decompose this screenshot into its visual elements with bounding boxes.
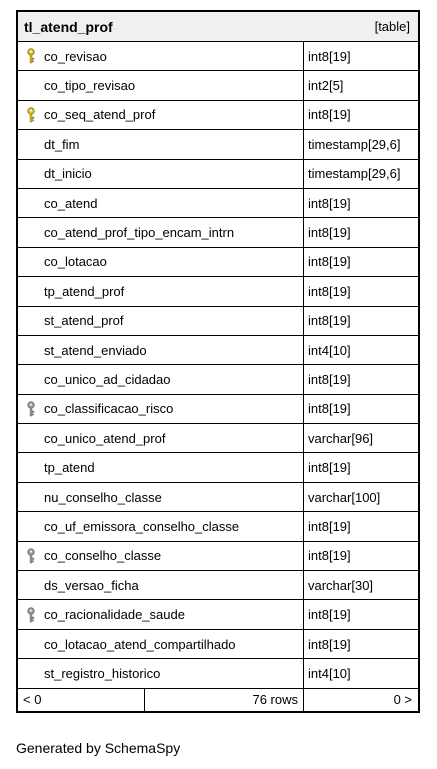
column-row[interactable] xyxy=(18,307,418,336)
column-type: int4[10] xyxy=(308,665,351,681)
column-name: tp_atend_prof xyxy=(44,283,125,299)
table-kind-label: [table] xyxy=(374,19,410,34)
column-name-cell xyxy=(18,395,304,423)
children-count[interactable]: 0 > xyxy=(393,692,412,708)
column-name-cell xyxy=(18,130,304,158)
column-name-cell xyxy=(18,659,304,687)
column-name-cell xyxy=(18,512,304,540)
column-name-cell xyxy=(18,307,304,335)
column-name: st_atend_enviado xyxy=(44,342,147,358)
column-name-cell xyxy=(18,424,304,452)
column-name: co_atend xyxy=(44,195,98,211)
column-type: timestamp[29,6] xyxy=(308,166,401,182)
column-row[interactable] xyxy=(18,71,418,100)
column-row[interactable] xyxy=(18,542,418,571)
column-name: co_lotacao xyxy=(44,254,107,270)
parents-count[interactable]: < 0 xyxy=(18,689,145,711)
column-name: co_classificacao_risco xyxy=(44,401,174,417)
row-count: 76 rows xyxy=(145,689,304,711)
column-name: co_conselho_classe xyxy=(44,548,162,564)
column-row[interactable] xyxy=(18,424,418,453)
column-row[interactable] xyxy=(18,659,418,688)
column-name-cell xyxy=(18,71,304,99)
column-name-cell xyxy=(18,365,304,393)
primary-key-icon xyxy=(26,107,36,123)
column-name: co_tipo_revisao xyxy=(44,78,136,94)
column-type: int8[19] xyxy=(308,401,351,417)
column-type: int8[19] xyxy=(308,607,351,623)
column-type: int8[19] xyxy=(308,518,351,534)
column-type: int2[5] xyxy=(308,78,344,94)
column-row[interactable] xyxy=(18,365,418,394)
column-name: co_uf_emissora_conselho_classe xyxy=(44,518,240,534)
column-type: varchar[30] xyxy=(308,577,374,593)
column-name: co_atend_prof_tipo_encam_intrn xyxy=(44,225,235,241)
column-name-cell xyxy=(18,248,304,276)
column-row[interactable] xyxy=(18,600,418,629)
column-row[interactable] xyxy=(18,630,418,659)
generated-by-text: Generated by SchemaSpy xyxy=(16,740,181,756)
column-name-cell xyxy=(18,160,304,188)
column-type: varchar[100] xyxy=(308,489,381,505)
column-type: int8[19] xyxy=(308,107,351,123)
column-type: int8[19] xyxy=(308,460,351,476)
column-name: st_atend_prof xyxy=(44,313,124,329)
column-name-cell xyxy=(18,630,304,658)
column-row[interactable] xyxy=(18,395,418,424)
column-name-cell xyxy=(18,101,304,129)
column-row[interactable] xyxy=(18,130,418,159)
column-name-cell xyxy=(18,542,304,570)
column-name: co_lotacao_atend_compartilhado xyxy=(44,636,236,652)
column-row[interactable] xyxy=(18,453,418,482)
column-name: dt_fim xyxy=(44,136,80,152)
column-name-cell xyxy=(18,600,304,628)
column-name-cell xyxy=(18,571,304,599)
column-row[interactable] xyxy=(18,189,418,218)
column-type: int8[19] xyxy=(308,48,351,64)
column-row[interactable] xyxy=(18,336,418,365)
column-name: co_racionalidade_saude xyxy=(44,607,185,623)
foreign-key-icon xyxy=(26,607,36,623)
column-name: co_revisao xyxy=(44,48,107,64)
column-name: co_unico_atend_prof xyxy=(44,430,166,446)
foreign-key-icon xyxy=(26,548,36,564)
table-footer xyxy=(18,689,418,711)
column-name-cell xyxy=(18,453,304,481)
column-type: int8[19] xyxy=(308,636,351,652)
column-name-cell xyxy=(18,218,304,246)
column-type: int8[19] xyxy=(308,195,351,211)
column-type: int4[10] xyxy=(308,342,351,358)
column-type: int8[19] xyxy=(308,548,351,564)
column-name-cell xyxy=(18,483,304,511)
column-type: timestamp[29,6] xyxy=(308,136,401,152)
column-name: ds_versao_ficha xyxy=(44,577,139,593)
column-name: co_seq_atend_prof xyxy=(44,107,156,123)
column-list xyxy=(18,42,418,689)
column-name: nu_conselho_classe xyxy=(44,489,162,505)
table-title[interactable]: tl_atend_prof xyxy=(24,18,113,35)
column-row[interactable] xyxy=(18,277,418,306)
column-type: int8[19] xyxy=(308,225,351,241)
column-name: co_unico_ad_cidadao xyxy=(44,371,171,387)
column-row[interactable] xyxy=(18,483,418,512)
column-type: int8[19] xyxy=(308,371,351,387)
column-name: tp_atend xyxy=(44,460,95,476)
table-header xyxy=(18,12,418,42)
column-name: st_registro_historico xyxy=(44,665,161,681)
column-row[interactable] xyxy=(18,218,418,247)
column-type: varchar[96] xyxy=(308,430,374,446)
column-type: int8[19] xyxy=(308,254,351,270)
foreign-key-icon xyxy=(26,401,36,417)
column-row[interactable] xyxy=(18,42,418,71)
column-row[interactable] xyxy=(18,101,418,130)
column-name: dt_inicio xyxy=(44,166,92,182)
column-row[interactable] xyxy=(18,248,418,277)
column-name-cell xyxy=(18,336,304,364)
column-type: int8[19] xyxy=(308,283,351,299)
table-entity xyxy=(16,10,420,713)
column-name-cell xyxy=(18,277,304,305)
column-row[interactable] xyxy=(18,571,418,600)
column-type: int8[19] xyxy=(308,313,351,329)
column-name-cell xyxy=(18,42,304,70)
column-row[interactable] xyxy=(18,160,418,189)
column-name-cell xyxy=(18,189,304,217)
primary-key-icon xyxy=(26,48,36,64)
column-row[interactable] xyxy=(18,512,418,541)
